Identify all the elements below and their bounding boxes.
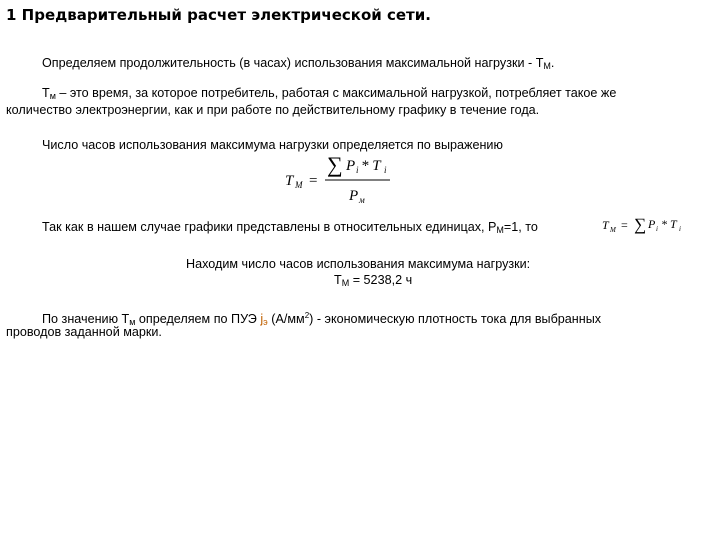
paragraph-duration-text: Определяем продолжительность (в часах) использования максимальной нагрузки - T [42,56,544,70]
formula-lhs-sub: M [295,180,303,190]
formula-lhs: T [285,173,294,189]
formula-equals: = [309,173,318,189]
formula-small-equals: = [621,218,628,232]
formula-small-t-sub: i [679,225,681,233]
result-tm-symbol: T [334,273,342,287]
unit-superscript: 2 [304,311,310,320]
current-density-unit: (А/мм [267,312,305,326]
formula-den-sub: м [359,195,365,205]
formula-small-p-sub: i [656,225,658,233]
formula-sum: ∑ [327,152,343,177]
paragraph-duration-tail: . [550,56,555,70]
paragraph-definition-line2: количество электроэнергии, как и при работе по действительному графику в течение года. [6,103,540,117]
formula-small-p: P [648,217,656,231]
paragraph-current-density-line2: проводов заданной марки. [6,325,162,339]
formula-den-p: P [349,188,359,204]
tm-subscript: м [49,91,56,101]
paragraph-result-intro: Находим число часов использования максимума нагрузки: [186,257,531,271]
current-density-tm-sub: м [129,317,136,327]
formula-num-p: P [346,158,356,174]
subscript-m: M [543,61,551,71]
formula-small-lhs: T [602,218,609,232]
formula-simplified [602,214,688,238]
result-value-text: = 5238,2 ч [349,273,413,287]
current-density-tail: ) - экономическую плотность тока для выбранных [309,312,602,326]
current-density-pre: По значению T [42,312,130,326]
formula-num-times: * T [361,158,381,174]
formula-small-sum: ∑ [634,215,647,234]
paragraph-result-value [334,272,412,292]
formula-max-load-hours [283,150,393,206]
paragraph-relative-units [42,219,538,239]
tm-symbol: T [42,86,50,100]
formula-small-lhs-sub: M [610,226,616,234]
current-density-mid: определяем по ПУЭ [135,312,261,326]
paragraph-expression-intro: Число часов использования максимума нагрузки определяется по выражению [42,138,503,152]
paragraph-duration [42,55,554,75]
j-symbol: j [260,312,264,326]
pm-subscript: M [496,225,504,235]
definition-text-line1: – это время, за которое потребитель, работая с максимальной нагрузкой, потребляет такое же [55,86,617,100]
relative-units-text: Так как в нашем случае графики представлены в относительных единицах, P [42,220,497,234]
formula-small-times: * T [661,217,677,231]
relative-units-tail: =1, то [503,220,538,234]
page-title: 1 Предварительный расчет электрической сети. [6,6,431,24]
j-subscript: э [263,317,268,327]
result-tm-subscript: M [341,278,350,288]
formula-num-t-sub: i [384,165,387,175]
formula-num-p-sub: i [356,165,359,175]
